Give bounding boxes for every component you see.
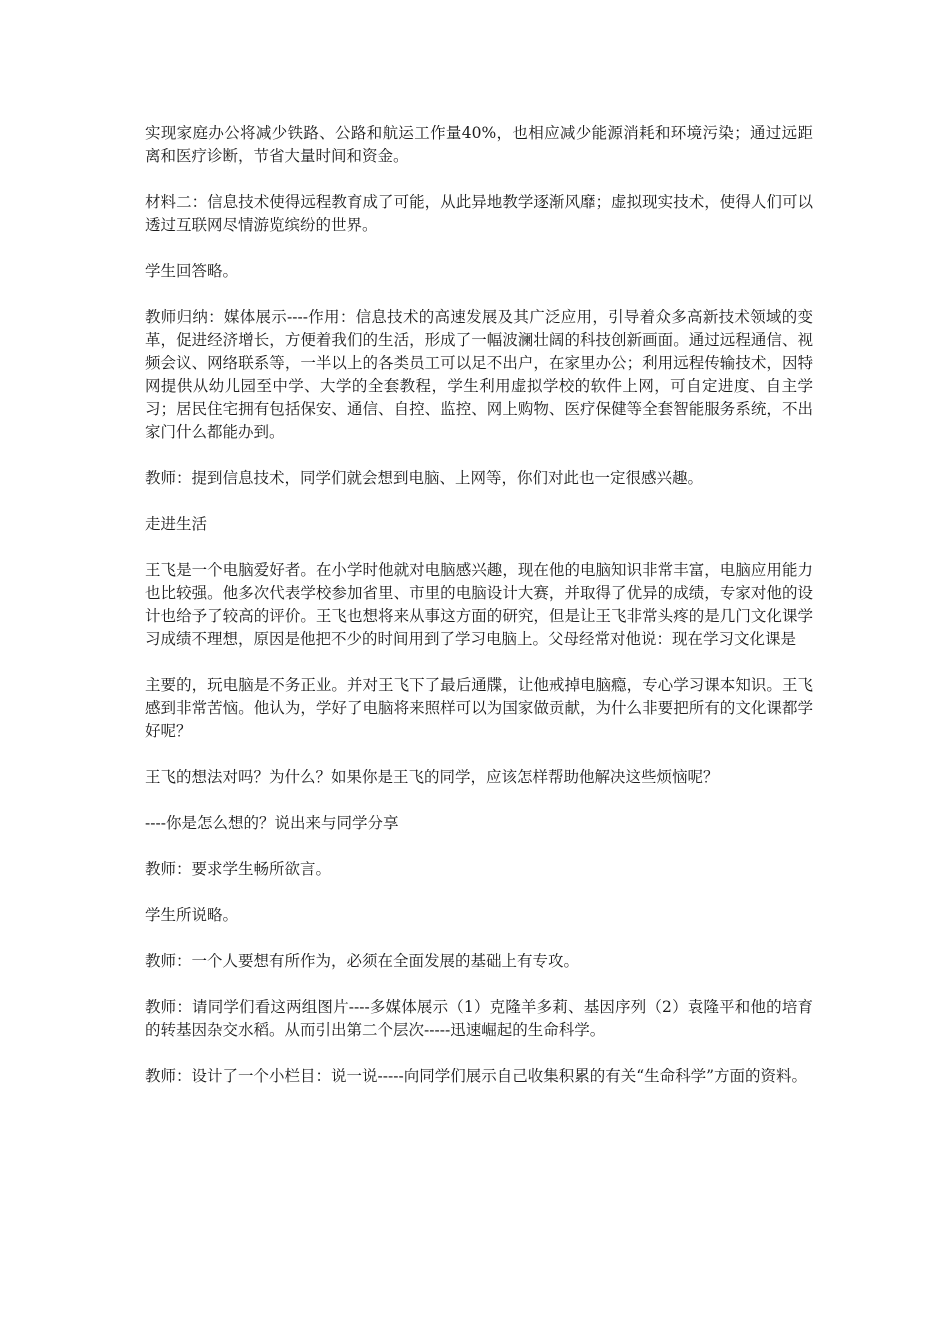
section-heading-into-life: 走进生活 [145,515,208,533]
document-body [145,122,813,1111]
paragraph-wang-fei-continued: 主要的，玩电脑是不务正业。并对王飞下了最后通牒，让他戒掉电脑瘾，专心学习课本知识。王飞感到非常苦恼。他认为，学好了电脑将来照样可以为国家做贡献，为什么非要把所有的文化课都学好呢？ [145,676,813,740]
paragraph-question: 王飞的想法对吗？为什么？如果你是王飞的同学，应该怎样帮助他解决这些烦恼呢？ [145,768,719,786]
paragraph-material-two: 材料二：信息技术使得远程教育成了可能，从此异地教学逐渐风靡；虚拟现实技术，使得人们可以透过互联网尽情游览缤纷的世界。 [145,193,813,234]
paragraph-teacher-column: 教师：设计了一个小栏目：说一说-----向同学们展示自己收集积累的有关“生命科学”方面的资料。 [145,1067,808,1085]
paragraph-home-office: 实现家庭办公将减少铁路、公路和航运工作量40%，也相应减少能源消耗和环境污染；通过远距离和医疗诊断，节省大量时间和资金。 [145,124,813,165]
paragraph-teacher-summary: 教师归纳：媒体展示----作用：信息技术的高速发展及其广泛应用，引导着众多高新技术领域的变革，促进经济增长，方便着我们的生活，形成了一幅波澜壮阔的科技创新画面。通过远程通信、视频会议、网络联系等，一半以上的各类员工可以足不出户，在家里办公；利用远程传输技术，因特网提供从幼儿园至中学、大学的全套教程，学生利用虚拟学校的软件上网，可自定进度、自主学习；居民住宅拥有包括保安、通信、自控、监控、网上购物、医疗保健等全套智能服务系统，不出家门什么都能办到。 [145,308,813,441]
paragraph-teacher-discuss: 教师：要求学生畅所欲言。 [145,860,332,878]
paragraph-teacher-images: 教师：请同学们看这两组图片----多媒体展示（1）克隆羊多莉、基因序列（2）袁隆平和他的培育的转基因杂交水稻。从而引出第二个层次-----迅速崛起的生命科学。 [145,998,813,1039]
paragraph-teacher-specialty: 教师：一个人要想有所作为，必须在全面发展的基础上有专攻。 [145,952,580,970]
paragraph-student-said: 学生所说略。 [145,906,239,924]
paragraph-student-answer: 学生回答略。 [145,262,239,280]
paragraph-share-prompt: ----你是怎么想的？说出来与同学分享 [145,814,399,832]
paragraph-teacher-interest: 教师：提到信息技术，同学们就会想到电脑、上网等，你们对此也一定很感兴趣。 [145,469,704,487]
paragraph-wang-fei-story: 王飞是一个电脑爱好者。在小学时他就对电脑感兴趣，现在他的电脑知识非常丰富，电脑应用能力也比较强。他多次代表学校参加省里、市里的电脑设计大赛，并取得了优异的成绩，专家对他的设计也给予了较高的评价。王飞也想将来从事这方面的研究，但是让王飞非常头疼的是几门文化课学习成绩不理想，原因是他把不少的时间用到了学习电脑上。父母经常对他说：现在学习文化课是 [145,561,813,648]
